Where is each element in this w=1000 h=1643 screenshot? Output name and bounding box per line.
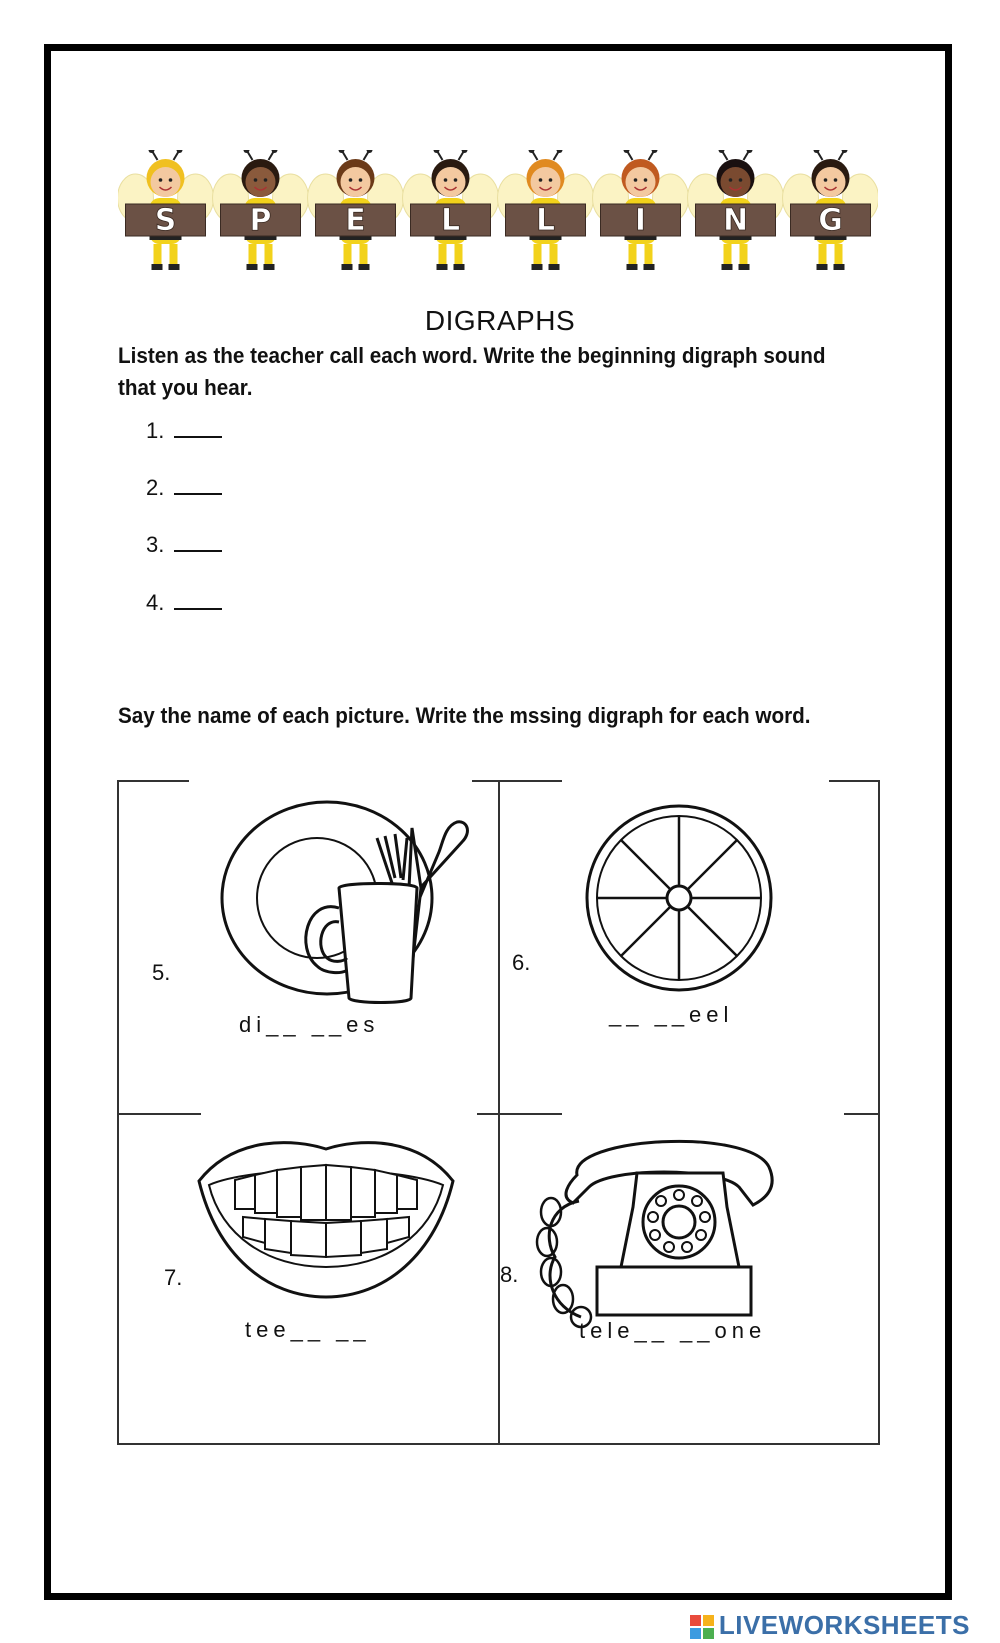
grid-mid-segment [117, 1113, 201, 1115]
banner-letter: P [249, 203, 272, 238]
section1-instruction: Listen as the teacher call each word. Write the beginning digraph sound that you hear. [118, 343, 826, 400]
banner-letter: L [440, 203, 461, 238]
missing-word: tele__ __one [579, 1318, 767, 1343]
grid-border-left [117, 780, 119, 1443]
section2-instruction: Say the name of each picture. Write the mssing digraph for each word. [118, 703, 811, 728]
banner-letter: S [154, 203, 177, 238]
missing-word: di__ __es [239, 1012, 380, 1037]
brand-name: LIVEWORKSHEETS [718, 1610, 970, 1640]
answer-blank[interactable] [174, 475, 222, 495]
page-title: DIGRAPHS [424, 305, 576, 336]
item-number: 7. [164, 1265, 183, 1290]
question-2 [146, 475, 222, 501]
bee-kid [403, 150, 499, 270]
bee-kid [688, 150, 784, 270]
missing-word: __ __eel [609, 1002, 734, 1027]
banner-letter: E [345, 203, 366, 238]
banner-letter: G [818, 203, 843, 238]
teeth-icon [195, 1125, 457, 1305]
question-number: 2. [146, 475, 165, 500]
grid-divider-vertical [498, 780, 500, 1443]
bee-kid [593, 150, 689, 270]
bee-kid [308, 150, 404, 270]
bee-kid [213, 150, 309, 270]
telephone-icon [529, 1117, 779, 1332]
question-4 [146, 590, 222, 616]
spelling-banner [118, 150, 878, 290]
bee-kid [498, 150, 594, 270]
dishes-icon [217, 798, 472, 1008]
grid-border-bottom [117, 1443, 880, 1445]
footer-brand [689, 1610, 970, 1641]
grid-top-segment [117, 780, 189, 782]
missing-word: tee__ __ [245, 1317, 371, 1342]
question-number: 1. [146, 418, 165, 443]
answer-blank[interactable] [174, 590, 222, 610]
question-number: 4. [146, 590, 165, 615]
picture-grid [117, 780, 880, 1443]
grid-mid-segment [844, 1113, 880, 1115]
item-number: 6. [512, 950, 531, 975]
grid-mid-segment [477, 1113, 562, 1115]
liveworksheets-logo-icon [689, 1614, 715, 1640]
wheel-icon [579, 798, 779, 998]
banner-letter: L [535, 203, 556, 238]
bee-kid [118, 150, 214, 270]
question-3 [146, 532, 222, 558]
grid-top-segment [472, 780, 562, 782]
grid-border-right [878, 780, 880, 1443]
grid-top-segment [829, 780, 880, 782]
answer-blank[interactable] [174, 418, 222, 438]
banner-letter: I [634, 203, 647, 238]
bee-kid [783, 150, 879, 270]
question-number: 3. [146, 532, 165, 557]
answer-blank[interactable] [174, 532, 222, 552]
item-number: 5. [152, 960, 171, 985]
item-number: 8. [500, 1262, 519, 1287]
banner-letter: N [722, 203, 749, 238]
question-1 [146, 418, 222, 444]
